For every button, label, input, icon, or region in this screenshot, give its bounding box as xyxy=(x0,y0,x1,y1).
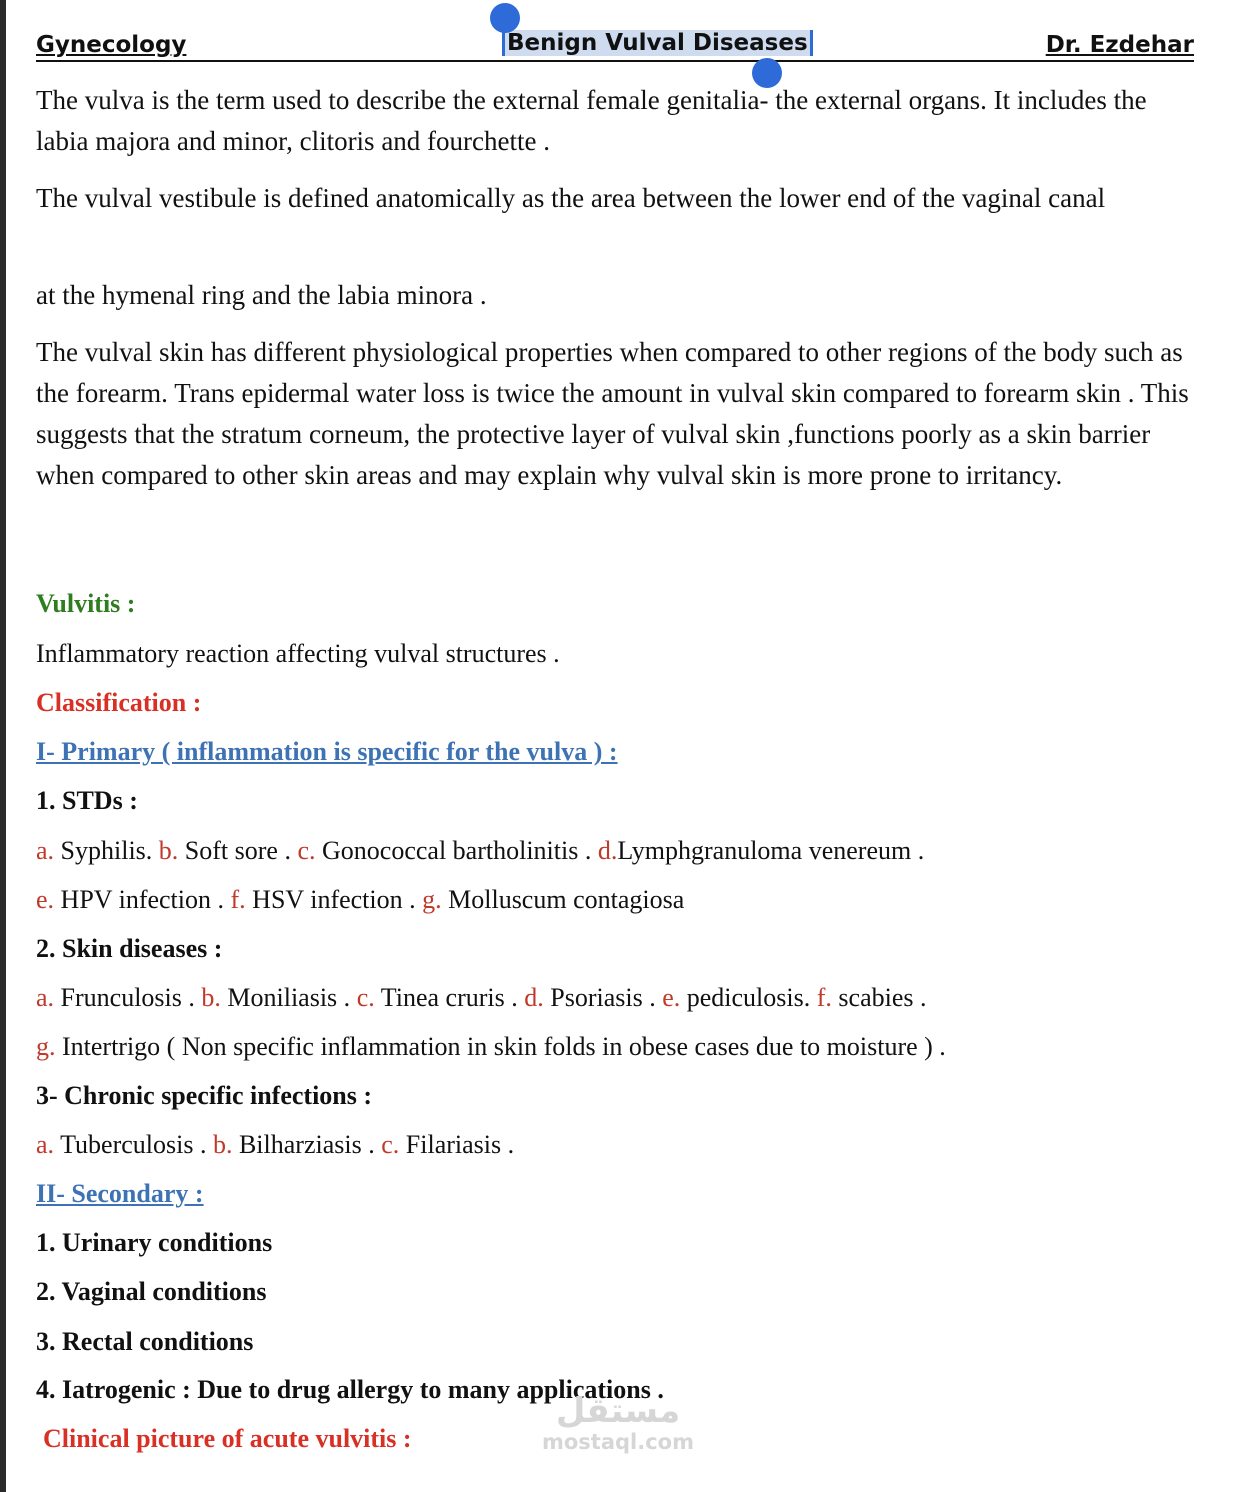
list-item-text: Syphilis. xyxy=(54,836,159,865)
list-item-text: Tuberculosis . xyxy=(54,1130,213,1159)
list-item-text: Filariasis . xyxy=(399,1130,515,1159)
list-item-text: scabies . xyxy=(831,983,927,1012)
list-item-letter: e. xyxy=(662,983,681,1012)
list-item-letter: c. xyxy=(356,983,375,1012)
header-title-selected[interactable]: Benign Vulval Diseases xyxy=(502,30,813,56)
vulvitis-heading: Vulvitis : xyxy=(36,589,136,618)
skin-list-line-2 xyxy=(36,1032,946,1062)
intro-paragraph-3: at the hymenal ring and the labia minora . xyxy=(36,280,487,310)
list-item-text: Gonococcal bartholinitis . xyxy=(315,836,598,865)
list-item-text: pediculosis. xyxy=(680,983,817,1012)
list-item-letter: f. xyxy=(230,885,246,914)
list-item-letter: d. xyxy=(597,836,618,865)
list-item-letter: f. xyxy=(816,983,832,1012)
list-item-text: Lymphgranuloma venereum . xyxy=(617,836,925,865)
secondary-item-urinary: 1. Urinary conditions xyxy=(36,1228,273,1257)
list-item-text: Bilharziasis . xyxy=(232,1130,382,1159)
list-item-letter: c. xyxy=(381,1130,400,1159)
primary-heading: I- Primary ( inflammation is specific for the vulva ) : xyxy=(36,737,618,766)
chronic-list-line xyxy=(36,1130,514,1160)
list-item-letter: b. xyxy=(201,983,221,1012)
secondary-heading: II- Secondary : xyxy=(36,1179,204,1208)
chronic-infections-heading: 3- Chronic specific infections : xyxy=(36,1081,373,1110)
list-item-text: Soft sore . xyxy=(178,836,298,865)
stds-list-line-2 xyxy=(36,885,684,915)
list-item-letter: b. xyxy=(212,1130,233,1159)
page-left-edge xyxy=(0,0,6,1492)
clinical-picture-heading: Clinical picture of acute vulvitis : xyxy=(43,1424,412,1453)
list-item-letter: a. xyxy=(36,1130,55,1159)
list-item-letter: c. xyxy=(297,836,316,865)
watermark-latin: mostaql.com xyxy=(542,1430,694,1454)
list-item-text: Psoriasis . xyxy=(543,983,663,1012)
secondary-item-vaginal: 2. Vaginal conditions xyxy=(36,1277,267,1306)
header-author: Dr. Ezdehar xyxy=(1045,32,1194,58)
list-item-letter: d. xyxy=(524,983,544,1012)
mostaql-watermark xyxy=(538,1392,698,1454)
list-item-letter: e. xyxy=(36,885,55,914)
vulvitis-definition: Inflammatory reaction affecting vulval structures . xyxy=(36,639,560,668)
list-item-letter: g. xyxy=(422,885,442,914)
secondary-item-iatrogenic: 4. Iatrogenic : Due to drug allergy to many applications . xyxy=(36,1375,664,1404)
skin-list-line-1 xyxy=(36,983,927,1013)
list-item-text: Frunculosis . xyxy=(54,983,202,1012)
classification-heading: Classification : xyxy=(36,688,202,717)
list-item-letter: g. xyxy=(36,1032,56,1061)
header-subject: Gynecology xyxy=(36,32,187,58)
selection-start-handle[interactable] xyxy=(490,3,520,33)
list-item-letter: a. xyxy=(36,836,55,865)
page-header xyxy=(36,28,1194,62)
list-item-text: HPV infection . xyxy=(54,885,231,914)
intro-paragraph-1: The vulva is the term used to describe the external female genitalia- the external organs. It includes the labia majora and minor, clitoris and fourchette . xyxy=(36,85,1147,156)
list-item-text: Intertrigo ( Non specific inflammation in skin folds in obese cases due to moisture ) . xyxy=(55,1032,946,1061)
list-item-text: HSV infection . xyxy=(245,885,423,914)
list-item-text: Moniliasis . xyxy=(220,983,357,1012)
stds-heading: 1. STDs : xyxy=(36,786,138,815)
list-item-letter: b. xyxy=(158,836,179,865)
watermark-arabic: مستقل xyxy=(555,1391,681,1431)
stds-list-line-1 xyxy=(36,836,924,866)
list-item-letter: a. xyxy=(36,983,55,1012)
intro-paragraph-4: The vulval skin has different physiological properties when compared to other regions of the body such as the forearm. Trans epidermal water loss is twice the amount in vulval skin compared to forearm skin . This suggests that the stratum corneum, the protective layer of vulval skin ,functions poorly as a skin barrier when compared to other skin areas and may explain why vulval skin is more prone to irritancy. xyxy=(36,337,1189,490)
secondary-item-rectal: 3. Rectal conditions xyxy=(36,1327,254,1356)
skin-diseases-heading: 2. Skin diseases : xyxy=(36,934,223,963)
list-item-text: Molluscum contagiosa xyxy=(441,885,685,914)
intro-paragraph-2: The vulval vestibule is defined anatomically as the area between the lower end of the vaginal canal xyxy=(36,183,1106,213)
list-item-text: Tinea cruris . xyxy=(374,983,525,1012)
